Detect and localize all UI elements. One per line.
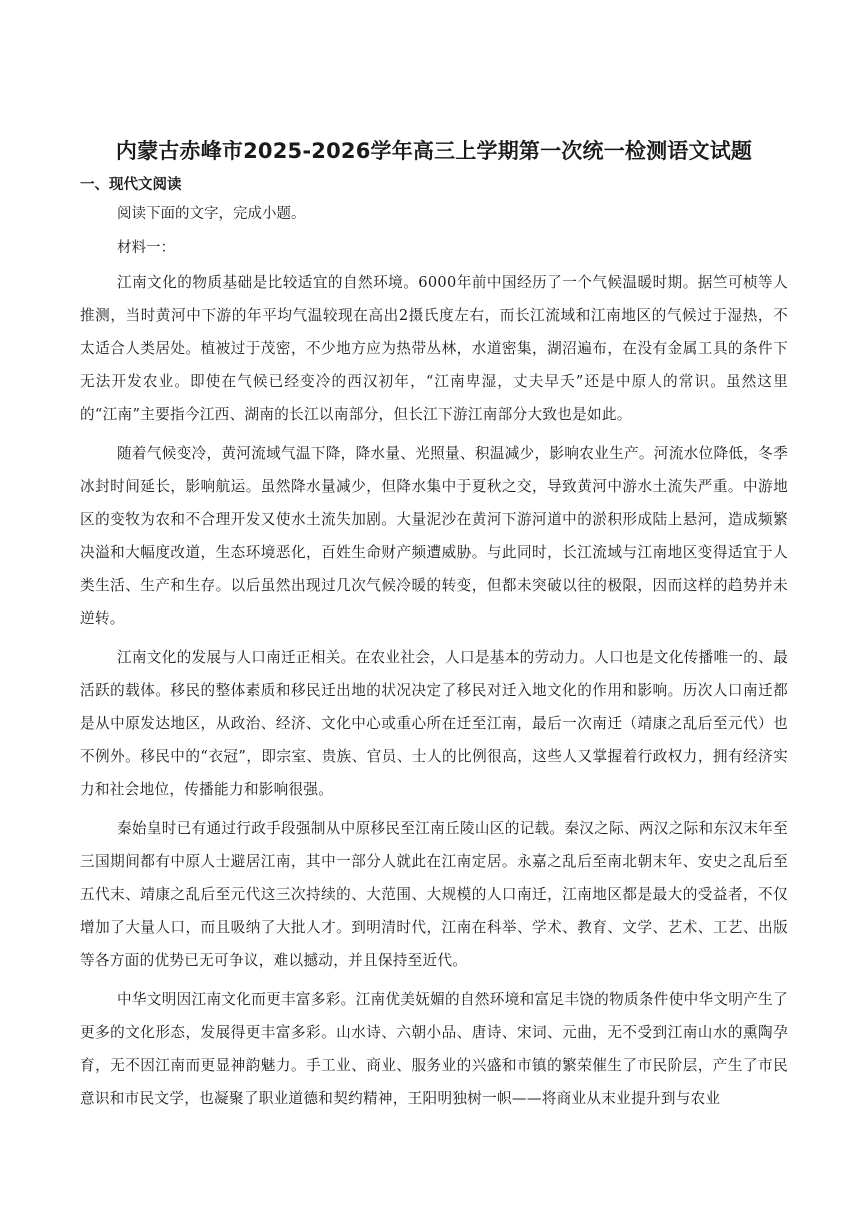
- paragraph-4: 秦始皇时已有通过行政手段强制从中原移民至江南丘陵山区的记载。秦汉之际、两汉之际和东汉末年至三国期间都有中原人士避居江南，其中一部分人就此在江南定居。永嘉之乱后至南北朝末年、安史之乱后至五代末、靖康之乱后至元代这三次持续的、大范围、大规模的人口南迁，江南地区都是最大的受益者，不仅增加了大量人口，而且吸纳了大批人才。到明清时代，江南在科举、学术、教育、文学、艺术、工艺、出版等各方面的优势已无可争议，难以撼动，并且保持至近代。: [80, 820, 788, 969]
- document-title: 内蒙古赤峰市2025-2026学年高三上学期第一次统一检测语文试题: [115, 139, 753, 163]
- paragraph-3: 江南文化的发展与人口南迁正相关。在农业社会，人口是基本的劳动力。人口也是文化传播唯一的、最活跃的载体。移民的整体素质和移民迁出地的状况决定了移民对迁入地文化的作用和影响。历次人口南迁都是从中原发达地区，从政治、经济、文化中心或重心所在迁至江南，最后一次南迁（靖康之乱后至元代）也不例外。移民中的“衣冠”，即宗室、贵族、官员、士人的比例很高，这些人又掌握着行政权力，拥有经济实力和社会地位，传播能力和影响很强。: [80, 649, 788, 798]
- paragraph-1: 江南文化的物质基础是比较适宜的自然环境。6000年前中国经历了一个气候温暖时期。据竺可桢等人推测，当时黄河中下游的年平均气温较现在高出2摄氏度左右，而长江流域和江南地区的气候过于湿热，不太适合人类居处。植被过于茂密，不少地方应为热带丛林，水道密集，湖沼遍布，在没有金属工具的条件下无法开发农业。即使在气候已经变冷的西汉初年，“江南卑湿，丈夫早夭”还是中原人的常识。虽然这里的“江南”主要指今江西、湖南的长江以南部分，但长江下游江南部分大致也是如此。: [80, 274, 788, 423]
- material-label: 材料一：: [117, 240, 175, 256]
- passage-body: [80, 266, 788, 1121]
- paragraph-5: 中华文明因江南文化而更丰富多彩。江南优美妩媚的自然环境和富足丰饶的物质条件使中华文明产生了更多的文化形态，发展得更丰富多彩。山水诗、六朝小品、唐诗、宋词、元曲，无不受到江南山水的熏陶孕育，无不因江南而更显神韵魅力。手工业、商业、服务业的兴盛和市镇的繁荣催生了市民阶层，产生了市民意识和市民文学，也凝聚了职业道德和契约精神，王阳明独树一帜——将商业从末业提升到与农业: [80, 991, 788, 1107]
- paragraph-2: 随着气候变冷，黄河流域气温下降，降水量、光照量、积温减少，影响农业生产。河流水位降低，冬季冰封时间延长，影响航运。虽然降水量减少，但降水集中于夏秋之交，导致黄河中游水土流失严重。中游地区的变牧为农和不合理开发又使水土流失加剧。大量泥沙在黄河下游河道中的淤积形成陆上悬河，造成频繁决溢和大幅度改道，生态环境恶化，百姓生命财产频遭威胁。与此同时，长江流域与江南地区变得适宜于人类生活、生产和生存。以后虽然出现过几次气候冷暖的转变，但都未突破以往的极限，因而这样的趋势并未逆转。: [80, 445, 788, 627]
- reading-instruction: 阅读下面的文字，完成小题。: [117, 206, 306, 222]
- section-heading: 一、现代文阅读: [80, 177, 182, 193]
